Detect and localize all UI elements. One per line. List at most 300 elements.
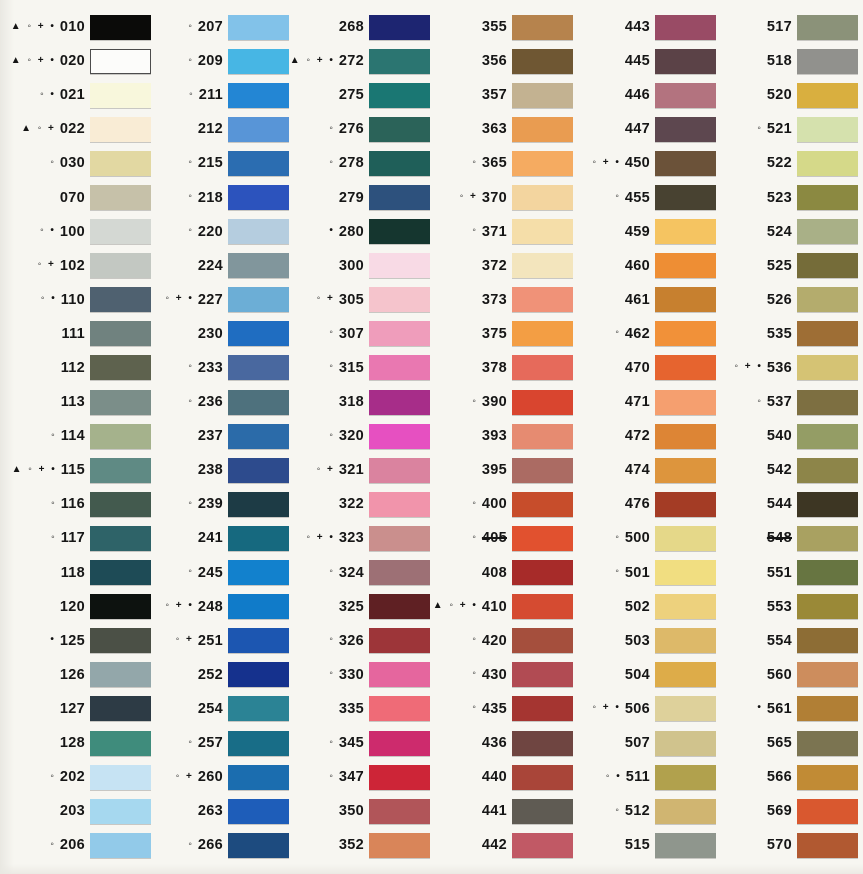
color-label — [194, 530, 223, 546]
color-row — [707, 726, 858, 760]
color-swatch — [797, 560, 858, 585]
color-row — [138, 726, 289, 760]
color-row — [279, 828, 430, 862]
color-row — [707, 249, 858, 283]
color-row — [0, 419, 151, 453]
color-row — [0, 453, 151, 487]
color-code: 227 — [197, 291, 223, 308]
usage-symbols: ◦ — [329, 361, 335, 373]
usage-symbols: ◦ — [188, 566, 194, 578]
color-swatch — [512, 560, 573, 585]
usage-symbols: ◦ — [329, 668, 335, 680]
color-swatch — [369, 49, 430, 74]
usage-symbols: ◦ — [757, 395, 763, 407]
color-row — [138, 351, 289, 385]
color-label — [189, 87, 223, 103]
color-code: 230 — [197, 325, 223, 342]
color-swatch — [797, 321, 858, 346]
color-code: 323 — [338, 530, 364, 547]
usage-symbols: ◦ — [472, 497, 478, 509]
color-row — [565, 794, 716, 828]
color-code: 113 — [60, 394, 85, 411]
color-swatch — [369, 151, 430, 176]
color-label — [433, 599, 507, 615]
color-code: 070 — [59, 189, 85, 206]
color-code: 257 — [197, 735, 223, 752]
usage-symbols: ◦ — [615, 804, 621, 816]
color-label — [763, 803, 792, 819]
color-row — [422, 215, 573, 249]
color-row — [707, 521, 858, 555]
color-code: 260 — [197, 769, 223, 786]
color-code: 561 — [766, 700, 792, 717]
color-code: 127 — [59, 700, 85, 717]
color-code: 241 — [197, 530, 223, 547]
color-code: 522 — [766, 155, 792, 172]
color-row — [565, 215, 716, 249]
color-code: 430 — [481, 666, 507, 683]
usage-symbols: ◦ + • — [592, 156, 621, 168]
usage-symbols: ◦ — [189, 88, 195, 100]
color-code: 525 — [766, 257, 792, 274]
color-label — [188, 565, 223, 581]
color-row — [279, 351, 430, 385]
color-label — [472, 633, 507, 649]
color-swatch — [797, 151, 858, 176]
color-code: 347 — [338, 769, 364, 786]
color-code: 507 — [624, 735, 650, 752]
color-label — [40, 224, 85, 240]
color-label — [56, 735, 85, 751]
color-row — [422, 828, 573, 862]
color-code: 272 — [338, 53, 364, 70]
color-code: 474 — [624, 462, 650, 479]
color-label — [165, 599, 223, 615]
swatch-column-2 — [138, 10, 289, 862]
color-label — [176, 769, 223, 785]
color-row — [565, 760, 716, 794]
color-row — [138, 794, 289, 828]
color-code: 371 — [481, 223, 507, 240]
color-code: 275 — [338, 87, 364, 104]
color-row — [707, 10, 858, 44]
usage-symbols: ◦ — [188, 225, 194, 237]
color-row — [279, 283, 430, 317]
usage-symbols: ◦ — [329, 736, 335, 748]
color-label — [734, 360, 792, 376]
color-label — [763, 633, 792, 649]
color-label — [290, 53, 364, 69]
color-label — [757, 121, 792, 137]
color-row — [707, 78, 858, 112]
color-code: 537 — [766, 394, 792, 411]
color-swatch — [369, 799, 430, 824]
color-code: 553 — [766, 598, 792, 615]
color-label — [11, 53, 85, 69]
color-code: 375 — [481, 325, 507, 342]
color-row — [422, 10, 573, 44]
color-label — [478, 360, 507, 376]
color-code: 330 — [338, 666, 364, 683]
color-swatch — [369, 117, 430, 142]
color-code: 410 — [481, 598, 507, 615]
color-label — [188, 360, 223, 376]
color-code: 266 — [197, 837, 223, 854]
color-code: 118 — [60, 564, 85, 581]
color-label — [615, 565, 650, 581]
color-row — [565, 351, 716, 385]
color-code: 021 — [59, 87, 85, 104]
color-code: 325 — [338, 598, 364, 615]
color-code: 218 — [197, 189, 223, 206]
color-row — [279, 453, 430, 487]
color-label — [188, 190, 223, 206]
color-label — [763, 769, 792, 785]
color-label — [472, 701, 507, 717]
color-code: 390 — [481, 394, 507, 411]
color-code: 443 — [624, 19, 650, 36]
color-code: 535 — [766, 325, 792, 342]
color-label — [335, 599, 364, 615]
color-code: 238 — [197, 462, 223, 479]
color-row — [0, 624, 151, 658]
color-row — [422, 283, 573, 317]
color-swatch — [369, 628, 430, 653]
color-label — [11, 19, 85, 35]
color-label — [188, 496, 223, 512]
color-code: 441 — [481, 803, 507, 820]
color-label — [621, 121, 650, 137]
color-code: 263 — [197, 803, 223, 820]
color-row — [0, 590, 151, 624]
color-row — [422, 249, 573, 283]
color-label — [478, 462, 507, 478]
color-row — [565, 521, 716, 555]
color-row — [138, 317, 289, 351]
color-swatch — [797, 390, 858, 415]
color-swatch — [369, 15, 430, 40]
usage-symbols: ◦ — [188, 736, 194, 748]
color-row — [279, 419, 430, 453]
color-code: 470 — [624, 359, 650, 376]
color-code: 276 — [338, 121, 364, 138]
color-code: 370 — [481, 189, 507, 206]
color-label — [615, 190, 650, 206]
color-code: 215 — [197, 155, 223, 172]
color-row — [138, 78, 289, 112]
color-label — [194, 428, 223, 444]
color-label — [621, 633, 650, 649]
color-label — [50, 155, 85, 171]
color-code: 566 — [766, 769, 792, 786]
color-row — [422, 385, 573, 419]
usage-symbols: ◦ — [51, 497, 57, 509]
color-code: 300 — [338, 257, 364, 274]
color-label — [188, 735, 223, 751]
color-code: 503 — [624, 632, 650, 649]
color-label — [329, 121, 364, 137]
color-row — [138, 556, 289, 590]
color-swatch — [512, 185, 573, 210]
color-swatch — [512, 833, 573, 858]
color-code: 239 — [197, 496, 223, 513]
color-swatch — [797, 458, 858, 483]
color-label — [621, 599, 650, 615]
color-code: 320 — [338, 428, 364, 445]
color-row — [422, 112, 573, 146]
usage-symbols: ◦ — [472, 156, 478, 168]
color-row — [422, 556, 573, 590]
color-row — [279, 215, 430, 249]
color-row — [565, 556, 716, 590]
color-row — [422, 692, 573, 726]
color-row — [0, 146, 151, 180]
color-label — [194, 803, 223, 819]
color-row — [279, 692, 430, 726]
usage-symbols: ◦ + — [316, 463, 335, 475]
color-label — [21, 121, 85, 137]
color-label — [763, 155, 792, 171]
color-label — [176, 633, 223, 649]
usage-symbols: ◦ • — [40, 88, 56, 100]
usage-symbols: ◦ + — [175, 770, 194, 782]
color-code: 445 — [624, 53, 650, 70]
color-swatch — [369, 321, 430, 346]
color-swatch — [369, 253, 430, 278]
color-label — [329, 428, 364, 444]
color-row — [565, 487, 716, 521]
color-code: 126 — [59, 666, 85, 683]
color-swatch — [512, 628, 573, 653]
color-label — [306, 530, 364, 546]
color-label — [621, 462, 650, 478]
color-code: 560 — [766, 666, 792, 683]
color-code: 254 — [197, 700, 223, 717]
color-row — [138, 487, 289, 521]
color-label — [335, 87, 364, 103]
color-label — [621, 258, 650, 274]
color-swatch — [369, 560, 430, 585]
usage-symbols: ◦ — [757, 122, 763, 134]
color-swatch — [369, 594, 430, 619]
color-row — [279, 146, 430, 180]
color-label — [317, 462, 364, 478]
color-code: 324 — [338, 564, 364, 581]
color-swatch — [797, 628, 858, 653]
color-swatch — [797, 49, 858, 74]
color-row — [422, 78, 573, 112]
color-row — [565, 78, 716, 112]
color-code: 472 — [624, 428, 650, 445]
color-swatch — [512, 15, 573, 40]
color-code: 526 — [766, 291, 792, 308]
color-label — [621, 394, 650, 410]
color-label — [763, 462, 792, 478]
color-swatch — [797, 83, 858, 108]
color-label — [763, 224, 792, 240]
color-label — [329, 565, 364, 581]
color-code: 251 — [197, 632, 223, 649]
color-row — [279, 590, 430, 624]
color-label — [478, 565, 507, 581]
color-swatch — [369, 492, 430, 517]
usage-symbols: ▲ ◦ + • — [11, 463, 57, 475]
usage-symbols: ◦ + • — [734, 361, 763, 373]
color-label — [194, 121, 223, 137]
color-row — [279, 385, 430, 419]
color-swatch — [797, 833, 858, 858]
color-row — [138, 249, 289, 283]
color-label — [329, 326, 364, 342]
color-code: 245 — [197, 564, 223, 581]
color-swatch — [512, 253, 573, 278]
color-row — [707, 351, 858, 385]
usage-symbols: ◦ — [472, 668, 478, 680]
color-swatch — [512, 458, 573, 483]
color-label — [478, 769, 507, 785]
color-label — [329, 633, 364, 649]
color-row — [422, 624, 573, 658]
color-code: 020 — [59, 53, 85, 70]
color-row — [0, 44, 151, 78]
color-label — [335, 19, 364, 35]
color-code: 237 — [197, 428, 223, 445]
color-code: 517 — [766, 19, 792, 36]
color-label — [188, 53, 223, 69]
color-row — [422, 44, 573, 78]
color-code: 506 — [624, 700, 650, 717]
color-row — [138, 146, 289, 180]
color-swatch — [512, 117, 573, 142]
color-row — [0, 828, 151, 862]
color-label — [329, 735, 364, 751]
usage-symbols: ◦ — [472, 531, 478, 543]
color-row — [707, 283, 858, 317]
color-label — [57, 394, 85, 410]
usage-symbols: ◦ • — [40, 225, 56, 237]
color-code: 128 — [59, 735, 85, 752]
color-swatch — [512, 49, 573, 74]
color-swatch — [512, 390, 573, 415]
color-code: 554 — [766, 632, 792, 649]
color-code: 322 — [338, 496, 364, 513]
color-code: 357 — [481, 87, 507, 104]
color-code: 548 — [766, 530, 792, 547]
color-code: 405 — [481, 530, 507, 547]
color-label — [615, 530, 650, 546]
color-label — [478, 837, 507, 853]
color-code: 542 — [766, 462, 792, 479]
color-code: 462 — [624, 325, 650, 342]
color-row — [138, 658, 289, 692]
color-swatch — [797, 731, 858, 756]
color-row — [565, 112, 716, 146]
color-code: 501 — [624, 564, 650, 581]
color-code: 211 — [198, 87, 223, 104]
color-code: 114 — [60, 428, 85, 445]
usage-symbols: ◦ — [329, 156, 335, 168]
color-row — [0, 317, 151, 351]
color-label — [478, 326, 507, 342]
color-row — [138, 283, 289, 317]
color-code: 363 — [481, 121, 507, 138]
color-row — [138, 521, 289, 555]
color-swatch — [797, 185, 858, 210]
color-code: 307 — [338, 325, 364, 342]
color-label — [335, 496, 364, 512]
usage-symbols: ◦ — [329, 327, 335, 339]
color-row — [138, 590, 289, 624]
color-code: 440 — [481, 769, 507, 786]
color-label — [460, 190, 507, 206]
color-swatch — [369, 355, 430, 380]
color-label — [757, 701, 792, 717]
color-row — [565, 453, 716, 487]
color-label — [329, 224, 364, 240]
color-row — [279, 317, 430, 351]
color-label — [12, 462, 85, 478]
color-row — [0, 521, 151, 555]
color-swatch — [797, 355, 858, 380]
color-code: 500 — [624, 530, 650, 547]
usage-symbols: ▲ ◦ + • — [10, 20, 56, 32]
color-label — [763, 428, 792, 444]
color-row — [279, 10, 430, 44]
color-label — [38, 258, 85, 274]
color-label — [478, 428, 507, 444]
color-code: 280 — [338, 223, 364, 240]
color-swatch — [512, 424, 573, 449]
color-swatch — [512, 526, 573, 551]
color-code: 318 — [338, 394, 364, 411]
color-code: 365 — [481, 155, 507, 172]
color-swatch — [512, 765, 573, 790]
color-code: 278 — [338, 155, 364, 172]
color-swatch — [797, 594, 858, 619]
usage-symbols: ◦ — [329, 566, 335, 578]
color-label — [335, 394, 364, 410]
color-code: 442 — [481, 837, 507, 854]
color-label — [57, 360, 85, 376]
color-code: 373 — [481, 291, 507, 308]
usage-symbols: ◦ + — [175, 634, 194, 646]
color-code: 279 — [338, 189, 364, 206]
color-row — [0, 10, 151, 44]
color-label — [763, 87, 792, 103]
color-code: 356 — [481, 53, 507, 70]
color-row — [707, 317, 858, 351]
color-row — [279, 112, 430, 146]
color-row — [707, 419, 858, 453]
color-label — [757, 394, 792, 410]
color-label — [51, 530, 85, 546]
color-code: 236 — [197, 394, 223, 411]
color-label — [188, 19, 223, 35]
color-code: 202 — [59, 769, 85, 786]
color-swatch — [369, 287, 430, 312]
color-swatch — [512, 662, 573, 687]
color-row — [422, 317, 573, 351]
color-code: 355 — [481, 19, 507, 36]
color-row — [138, 453, 289, 487]
usage-symbols: ◦ — [329, 429, 335, 441]
color-label — [41, 292, 85, 308]
color-swatch — [369, 83, 430, 108]
color-label — [763, 258, 792, 274]
usage-symbols: ▲ ◦ + • — [432, 600, 478, 612]
color-code: 476 — [624, 496, 650, 513]
color-row — [565, 726, 716, 760]
